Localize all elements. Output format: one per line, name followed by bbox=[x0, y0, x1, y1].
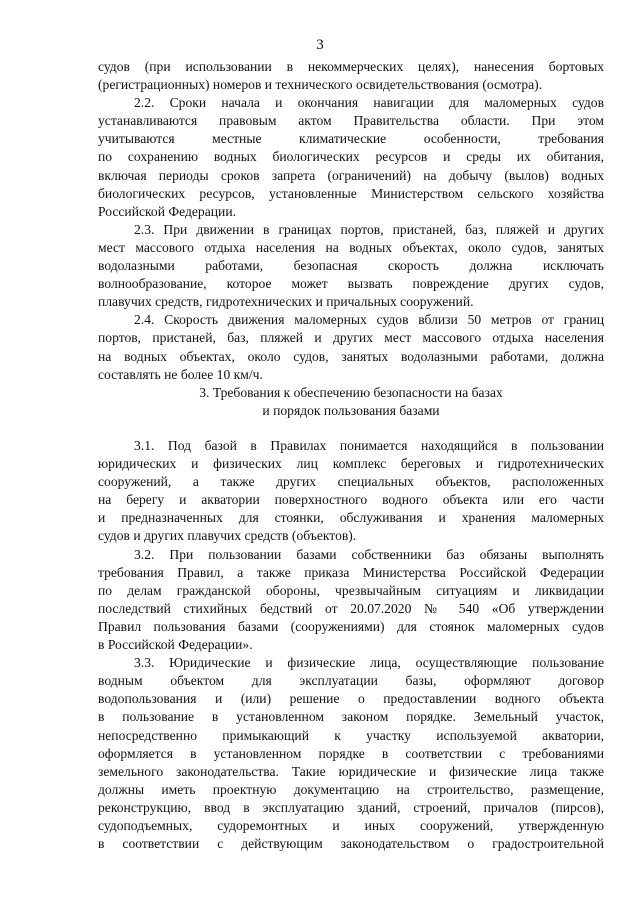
text-line: плавучих средств, гидротехнических и причальных сооружений. bbox=[98, 294, 474, 310]
text-line: водолазными работами, безопасная скорость должна исключать bbox=[98, 258, 604, 274]
paragraph-3-1 bbox=[98, 437, 604, 546]
heading-line: 3. Требования к обеспечению безопасности на базах bbox=[199, 385, 503, 400]
paragraph-2-3 bbox=[98, 221, 604, 311]
text-line: 3.2. При пользовании базами собственники баз обязаны выполнять bbox=[134, 546, 604, 562]
document-body-section-3 bbox=[98, 437, 604, 853]
text-line: по сохранению водных биологических ресурсов и среды их обитания, bbox=[98, 149, 604, 165]
text-line: непосредственно примыкающий к участку используемой акватории, bbox=[98, 727, 604, 743]
text-line: волнообразование, которое может вызвать повреждение других судов, bbox=[98, 276, 604, 292]
text-line: земельного законодательства. Такие юридические и физические лица также bbox=[98, 763, 604, 779]
text-line: 2.4. Скорость движения маломерных судов вблизи 50 метров от границ bbox=[134, 312, 604, 328]
text-line: мест массового отдыха населения на водных объектах, около судов, занятых bbox=[98, 239, 604, 255]
text-line: 3.3. Юридические и физические лица, осуществляющие пользование bbox=[134, 655, 604, 671]
section-heading bbox=[98, 384, 604, 420]
text-line: оформляется в установленном порядке в соответствии с требованиями bbox=[98, 745, 604, 761]
text-line: судоподъемных, судоремонтных и иных сооружений, утвержденную bbox=[98, 817, 604, 833]
text-line: реконструкцию, ввод в эксплуатацию зданий, строений, причалов (пирсов), bbox=[98, 799, 604, 815]
text-line: устанавливаются правовым актом Правительства области. При этом bbox=[98, 113, 604, 129]
text-line: 3.1. Под базой в Правилах понимается находящийся в пользовании bbox=[134, 438, 604, 453]
text-line: портов, пристаней, баз, пляжей и других мест массового отдыха населения bbox=[98, 330, 604, 346]
text-line: составлять не более 10 км/ч. bbox=[98, 366, 263, 382]
text-line: в соответствии с действующим законодательством о градостроительной bbox=[98, 836, 604, 852]
text-line: по делам гражданской обороны, чрезвычайным ситуациям и ликвидации bbox=[98, 582, 604, 598]
text-line: на берегу и акватории поверхностного водного объекта или его части bbox=[98, 492, 604, 508]
text-line: сооружений, а также других специальных объектов, расположенных bbox=[98, 474, 604, 490]
text-line: Правил пользования базами (сооружениями) для стоянок маломерных судов bbox=[98, 618, 604, 634]
text-line: судов и других плавучих средств (объектов). bbox=[98, 528, 357, 544]
text-line: судов (при использовании в некоммерческих целях), нанесения бортовых bbox=[98, 59, 604, 74]
text-line: (регистрационных) номеров и технического освидетельствования (осмотра). bbox=[98, 77, 543, 93]
document-body bbox=[98, 58, 604, 384]
heading-line: и порядок пользования базами bbox=[262, 403, 440, 419]
text-line: включая периоды сроков запрета (ограничений) на добычу (вылов) водных bbox=[98, 167, 604, 183]
text-line: на водных объектах, около судов, занятых водолазными работами, должна bbox=[98, 348, 604, 364]
text-line: Российской Федерации. bbox=[98, 203, 236, 219]
text-line: юридических и физических лиц комплекс береговых и гидротехнических bbox=[98, 456, 604, 472]
paragraph-continuation bbox=[98, 58, 604, 94]
paragraph-3-2 bbox=[98, 546, 604, 655]
text-line: в Российской Федерации». bbox=[98, 637, 253, 653]
paragraph-2-2 bbox=[98, 94, 604, 221]
text-line: должны иметь проектную документацию на строительство, размещение, bbox=[98, 781, 604, 797]
text-line: требования Правил, а также приказа Министерства Российской Федерации bbox=[98, 564, 604, 580]
text-line: биологических ресурсов, установленные Министерством сельского хозяйства bbox=[98, 185, 604, 201]
text-line: в пользование в установленном законом порядке. Земельный участок, bbox=[98, 709, 604, 725]
text-line: 2.2. Сроки начала и окончания навигации для маломерных судов bbox=[134, 95, 604, 111]
page-number: 3 bbox=[316, 37, 324, 53]
text-line: последствий стихийных бедствий от 20.07.2020 № 540 «Об утверждении bbox=[98, 600, 604, 616]
paragraph-2-4 bbox=[98, 311, 604, 383]
text-line: учитываются местные климатические особенности, требования bbox=[98, 131, 604, 147]
text-line: 2.3. При движении в границах портов, пристаней, баз, пляжей и других bbox=[134, 221, 604, 237]
text-line: водопользования и (или) решение о предоставлении водного объекта bbox=[98, 691, 604, 707]
text-line: и предназначенных для стоянки, обслуживания и хранения маломерных bbox=[98, 510, 604, 526]
text-line: водным объектом для эксплуатации базы, оформляют договор bbox=[98, 673, 604, 689]
paragraph-3-3 bbox=[98, 654, 604, 853]
